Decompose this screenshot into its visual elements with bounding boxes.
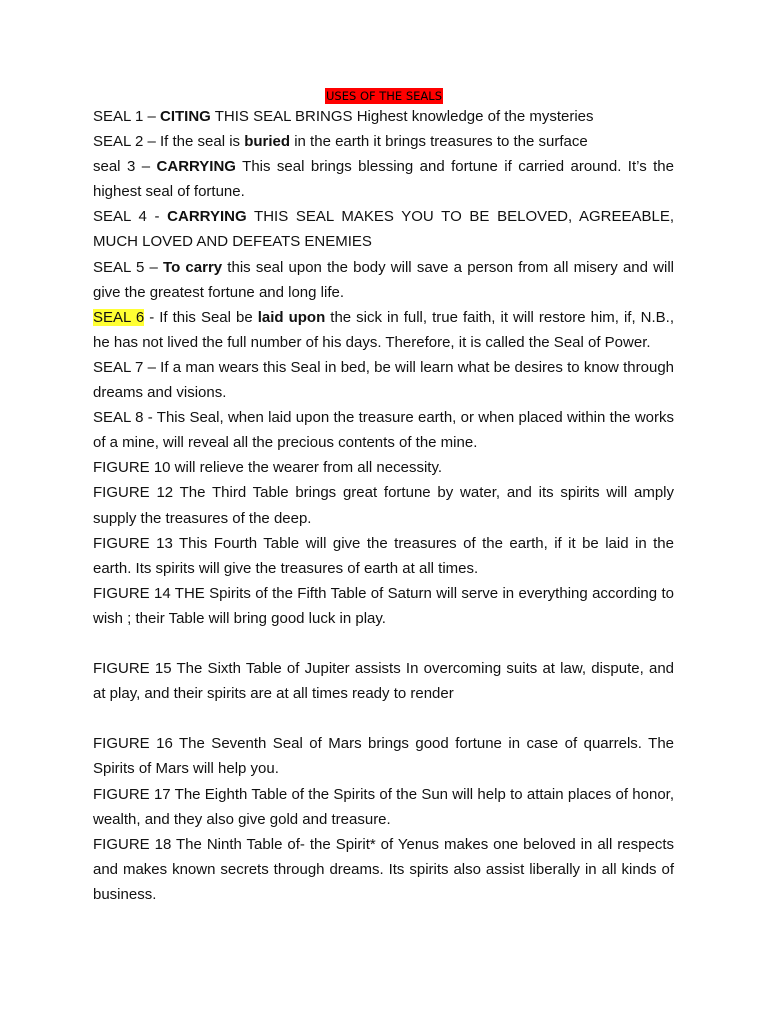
document-title: USES OF THE SEALS bbox=[326, 89, 442, 103]
paragraph bbox=[93, 255, 674, 305]
paragraph bbox=[93, 581, 674, 631]
paragraph-text: FIGURE 12 The Third Table brings great fortune by water, and its spirits will amply supply the treasures of the deep. bbox=[93, 484, 674, 527]
bold-text: CARRYING bbox=[167, 208, 247, 226]
paragraph-text: SEAL 7 – If a man wears this Seal in bed, be will learn what be desires to know through dreams and visions. bbox=[93, 358, 674, 402]
paragraph-text: SEAL 4 - bbox=[93, 208, 168, 226]
paragraph-text: SEAL 5 – bbox=[93, 258, 164, 276]
paragraph-text: FIGURE 16 The Seventh Seal of Mars brings good fortune in case of quarrels. The Spirits of Mars will help you. bbox=[93, 735, 674, 778]
paragraph-text: this seal upon the body will save a person from all misery and will give the greatest fortune and long life. bbox=[93, 258, 674, 301]
paragraph bbox=[93, 455, 674, 480]
bold-text: CARRYING bbox=[156, 158, 236, 176]
bold-text: To carry bbox=[163, 258, 223, 276]
paragraph-text: THIS SEAL MAKES YOU TO BE BELOVED, AGREEABLE, MUCH LOVED AND DEFEATS ENEMIES bbox=[93, 208, 675, 251]
bold-text: laid upon bbox=[257, 308, 326, 326]
paragraph-text: SEAL 1 – bbox=[93, 108, 160, 125]
paragraph bbox=[93, 154, 674, 204]
paragraph-text: SEAL 8 - This Seal, when laid upon the treasure earth, or when placed within the works of a mine, will reveal all the precious contents of the mine. bbox=[93, 409, 674, 452]
paragraph bbox=[93, 405, 674, 455]
paragraph bbox=[93, 104, 674, 129]
paragraph-text: FIGURE 18 The Ninth Table of- the Spirit* of Yenus makes one beloved in all respects and makes known secrets through dreams. Its spirits also assist liberally in all kinds of business. bbox=[93, 835, 674, 903]
paragraph-text: - If this Seal be bbox=[144, 308, 258, 326]
paragraph bbox=[93, 204, 674, 254]
paragraph-text: FIGURE 17 The Eighth Table of the Spirits of the Sun will help to attain places of honor, wealth, and they also give gold and treasure. bbox=[93, 785, 674, 828]
document-body bbox=[93, 104, 674, 907]
blank-line bbox=[93, 631, 674, 656]
paragraph-text: FIGURE 10 will relieve the wearer from all necessity. bbox=[93, 459, 442, 477]
blank-line bbox=[93, 706, 674, 731]
paragraph bbox=[93, 305, 674, 355]
paragraph bbox=[93, 731, 674, 781]
paragraph-text: This seal brings blessing and fortune if carried around. It’s the highest seal of fortune. bbox=[93, 158, 674, 201]
bold-text: buried bbox=[244, 133, 291, 151]
paragraph-text: the sick in full, true faith, it will restore him, if, N.B., he has not lived the full number of his days. Therefore, it is called the Seal of Power. bbox=[93, 308, 674, 351]
paragraph-text: FIGURE 15 The Sixth Table of Jupiter assists In overcoming suits at law, dispute, and at play, and their spirits are at all times ready to render bbox=[93, 660, 674, 703]
paragraph bbox=[93, 531, 674, 581]
paragraph bbox=[93, 129, 674, 154]
paragraph-text: THIS SEAL BRINGS Highest knowledge of the mysteries bbox=[210, 108, 594, 125]
highlighted-text: SEAL 6 bbox=[93, 308, 145, 326]
bold-text: CITING bbox=[160, 108, 211, 125]
paragraph-text: in the earth it brings treasures to the surface bbox=[290, 133, 588, 151]
paragraph-text: seal 3 – bbox=[93, 158, 157, 176]
paragraph-text: SEAL 2 – If the seal is bbox=[93, 133, 245, 151]
paragraph bbox=[93, 355, 674, 405]
paragraph-text: FIGURE 14 THE Spirits of the Fifth Table of Saturn will serve in everything according to wish ; their Table will bring good luck in play. bbox=[93, 584, 674, 627]
paragraph bbox=[93, 832, 674, 907]
title-row bbox=[0, 88, 768, 104]
paragraph-text: FIGURE 13 This Fourth Table will give the treasures of the earth, if it be laid in the earth. Its spirits will give the treasures of earth at all times. bbox=[93, 534, 674, 577]
paragraph bbox=[93, 480, 674, 530]
paragraph bbox=[93, 782, 674, 832]
paragraph bbox=[93, 656, 674, 706]
